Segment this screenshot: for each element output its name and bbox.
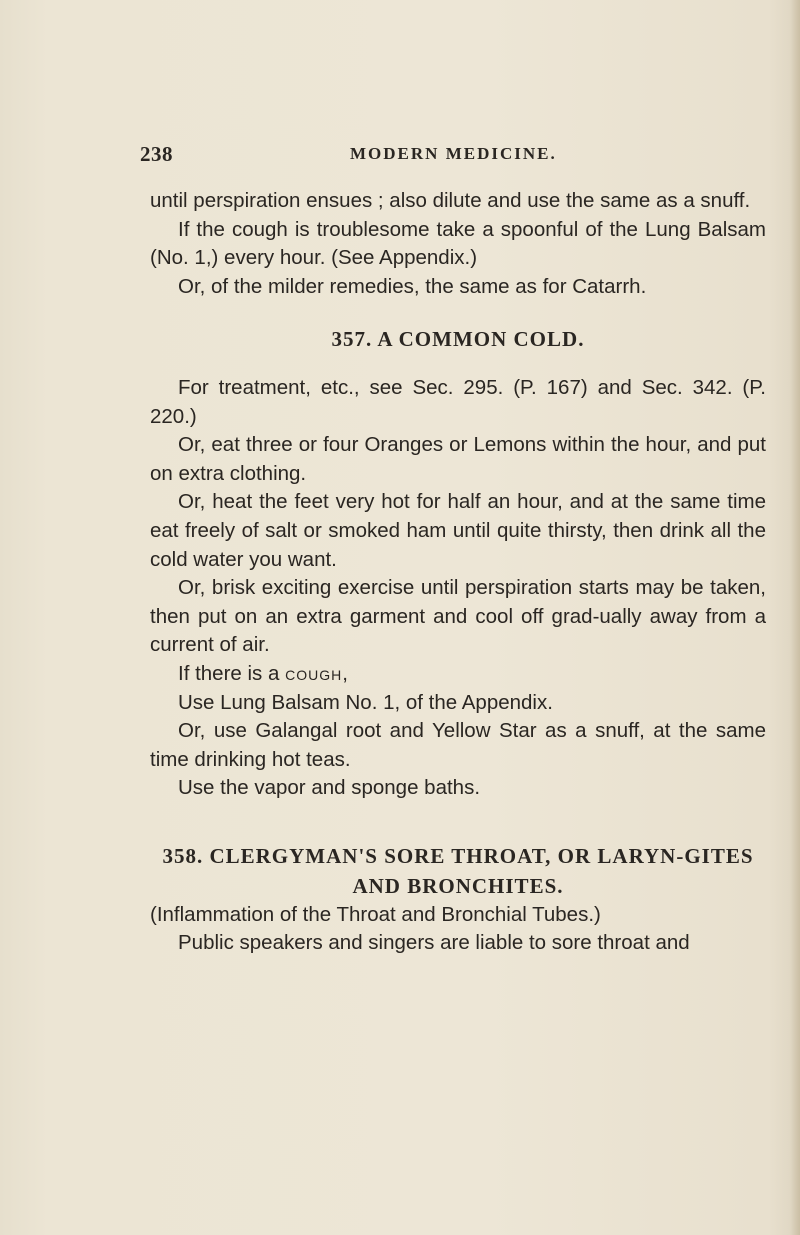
paragraph-milder-remedies: Or, of the milder remedies, the same as for Catarrh.: [178, 274, 647, 298]
paragraph-oranges: Or, eat three or four Oranges or Lemons within the hour, and put on extra clothing.: [150, 433, 766, 485]
paragraph-if-cough: [150, 660, 766, 689]
paragraph-cough-balsam: If the cough is troublesome take a spoonful of the Lung Balsam (No. 1,) every hour. (See Appendix.): [150, 217, 766, 270]
paragraph-continuation: until perspiration ensues ; also dilute and use the same as a snuff.: [150, 189, 751, 212]
section-subheading-358: (Inflammation of the Throat and Bronchial Tubes.): [150, 902, 601, 926]
if-cough-prefix: If there is a: [178, 661, 280, 685]
paragraph-galangal: Or, use Galangal root and Yellow Star as a snuff, at the same time drinking hot teas.: [150, 719, 766, 771]
page-number: 238: [140, 142, 173, 166]
running-title: MODERN MEDICINE.: [350, 144, 557, 163]
page-edge-shadow: [790, 0, 800, 1235]
paragraph-baths: Use the vapor and sponge baths.: [178, 776, 481, 800]
paragraph-heat-feet: Or, heat the feet very hot for half an hour, and at the same time eat freely of salt or smoked ham until quite thirsty, then drink all the cold water you want.: [150, 490, 766, 571]
paragraph-lung-balsam: Use Lung Balsam No. 1, of the Appendix.: [178, 690, 553, 714]
section-heading-358: 358. CLERGYMAN'S SORE THROAT, OR LARYN-GITES AND BRONCHITES.: [162, 843, 754, 898]
cough-term: cough,: [285, 661, 349, 685]
page-header: [140, 142, 780, 170]
paragraph-exercise: Or, brisk exciting exercise until perspiration starts may be taken, then put on an extra garment and cool off grad-ually away from a current of air.: [150, 576, 766, 657]
paragraph-treatment-ref: For treatment, etc., see Sec. 295. (P. 167) and Sec. 342. (P. 220.): [150, 375, 766, 428]
page-body: [150, 187, 766, 958]
section-heading-357: 357. A COMMON COLD.: [331, 327, 585, 352]
paragraph-public-speakers: Public speakers and singers are liable to sore throat and: [178, 931, 690, 955]
